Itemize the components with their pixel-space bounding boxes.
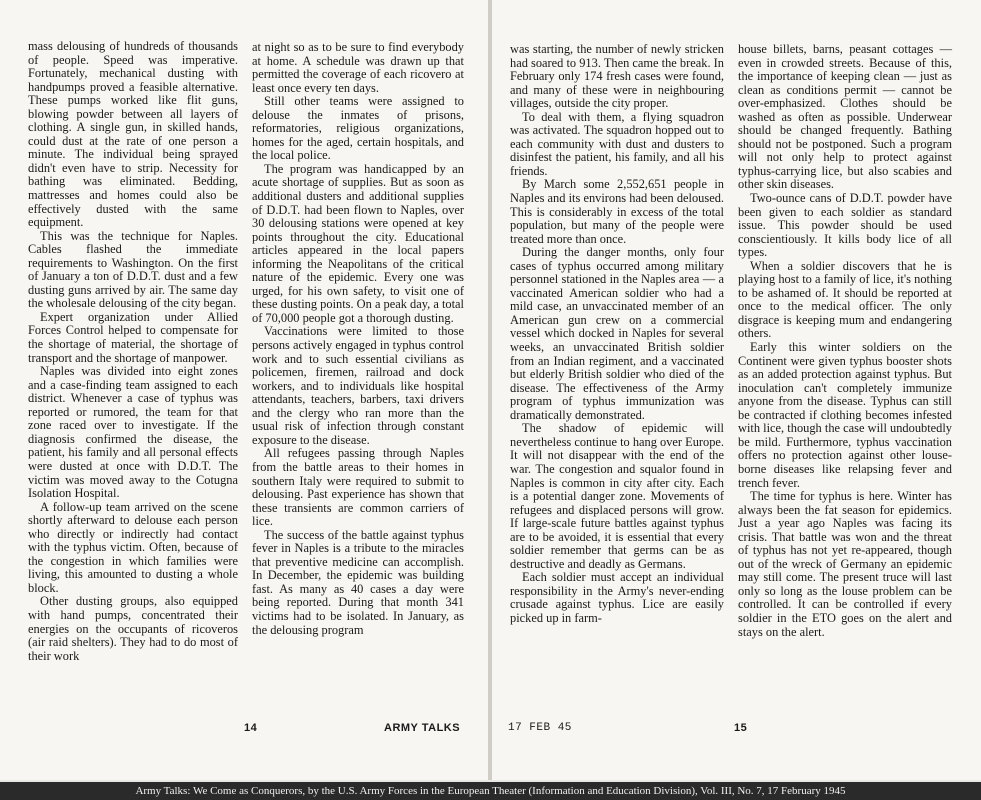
date-stamp: 17 FEB 45: [508, 722, 572, 734]
image-caption: Army Talks: We Come as Conquerors, by the U.S. Army Forces in the European Theater (Information and Education Division), Vol. III, No. 7, 17 February 1945: [0, 782, 981, 800]
left-page: [0, 0, 488, 780]
paragraph: Early this winter soldiers on the Continent were given typhus booster shots as an added protection against typhus. But inoculation can't completely immunize anyone from the disease. Typhus can still be contracted if clothing becomes infested with lice, though the case will undoubtedly be mild. Furthermore, typhus vaccination offers no protection against other louse-borne diseases like relapsing fever and trench fever.: [738, 340, 952, 490]
page-number-right: 15: [734, 722, 748, 734]
paragraph: All refugees passing through Naples from the battle areas to their homes in southern Italy were required to submit to delousing. Past experience has shown that these transients are common carriers of lice.: [252, 446, 464, 529]
paragraph: This was the technique for Naples. Cables flashed the immediate requirements to Washington. On the first of January a ton of D.D.T. dust and a few dusting guns arrived by air. The same day the wholesale delousing of the city began.: [28, 228, 238, 311]
column-4: [738, 43, 952, 639]
paragraph: By March some 2,552,651 people in Naples and its environs had been deloused. This is considerably in excess of the total population, but many of the people were treated more than once.: [510, 177, 724, 246]
paragraph: The shadow of epidemic will nevertheless continue to hang over Europe. It will not disappear with the end of the war. The congestion and squalor found in Naples is common in city after city. Each is a potential danger zone. Movements of refugees and displaced persons will grow. If large-scale future battles against typhus are to be avoided, it is essential that every soldier remember that germs can be as destructive and deadly as Germans.: [510, 421, 725, 571]
paragraph: at night so as to be sure to find everybody at home. A schedule was drawn up that permitted the coverage of each ricovero at least once every ten days.: [252, 40, 464, 95]
paragraph: To deal with them, a flying squadron was activated. The squadron hopped out to each community with dust and dusters to disinfest the patient, his family, and all his friends.: [510, 109, 724, 178]
paragraph: During the danger months, only four cases of typhus occurred among military personnel stationed in the Naples area — a vaccinated American soldier who had a mild case, an unvaccinated member of an American gun crew on a commercial vessel which docked in Naples for several weeks, an unvaccinated British soldier from an Indian regiment, and a vaccinated but elderly British soldier who died of the disease. The effectiveness of the Army program of typhus immunization was dramatically demonstrated.: [510, 245, 724, 422]
paragraph: The program was handicapped by an acute shortage of supplies. But as soon as additional dusters and additional supplies of D.D.T. had been flown to Naples, over 30 delousing stations were opened at key points throughout the city. Educational articles appeared in the local papers informing the Neapolitans of the critical nature of the epidemic. Every one was urged, for his own safety, to visit one of these dusting points. On a peak day, a total of 70,000 people got a thorough dusting.: [252, 161, 464, 325]
page-number-left: 14: [244, 722, 258, 734]
running-title: ARMY TALKS: [384, 722, 461, 734]
column-3: [510, 43, 724, 626]
paragraph: Expert organization under Allied Forces Control helped to compensate for the shortage of material, the shortage of transport and the shortage of manpower.: [28, 309, 238, 365]
paragraph: Two-ounce cans of D.D.T. powder have been given to each soldier as standard issue. This powder should be used conscientiously. It kills body lice of all types.: [738, 191, 952, 260]
paragraph: The success of the battle against typhus fever in Naples is a tribute to the miracles that preventive medicine can accomplish. In December, the epidemic was building fast. As many as 40 cases a day were being reported. During that month 341 victims had to be isolated. In January, as the delousing program: [252, 527, 464, 637]
column-1: [28, 40, 238, 663]
paragraph: Vaccinations were limited to those persons actively engaged in typhus control work and to such essential civilians as policemen, firemen, railroad and dock workers, and to individuals like hospital attendants, teachers, barbers, taxi drivers and the clergy who ran more than the usual risk of infection through constant exposure to the disease.: [252, 324, 464, 447]
right-page: [492, 0, 981, 780]
paragraph: The time for typhus is here. Winter has always been the fat season for epidemics. Just a year ago Naples was facing its crisis. That battle was won and the threat of typhus has not yet re-appeared, though out of the wreck of Germany an epidemic may still come. The present truce will last only so long as the louse problem can be controlled. It can be controlled if every soldier in the ETO goes on the alert and stays on the alert.: [738, 489, 952, 639]
paragraph: Naples was divided into eight zones and a case-finding team assigned to each district. Whenever a case of typhus was reported or rumored, the team for that zone raced over to investigate. If the diagnosis confirmed the disease, the patient, his family and all personal effects were dusted at once with D.D.T. The victim was moved away to the Cotugna Isolation Hospital.: [28, 364, 238, 501]
column-2: [252, 41, 464, 637]
paragraph: was starting, the number of newly stricken had soared to 913. Then came the break. In February only 174 fresh cases were found, and many of these were in neighbouring villages, outside the city proper.: [510, 42, 724, 111]
paragraph: house billets, barns, peasant cottages — even in crowded streets. Because of this, the importance of keeping clean — just as clean as conditions permit — cannot be over-emphasized. Clothes should be washed as often as possible. Underwear should be changed frequently. Bathing should not be postponed. Such a program will not only help to protect against typhus-carrying lice, but also scabies and other skin diseases.: [738, 42, 952, 192]
paragraph: A follow-up team arrived on the scene shortly afterward to delouse each person who directly or indirectly had contact with the typhus victim. Often, because of the congestion in which families were living, this amounted to dusting a whole block.: [28, 499, 238, 595]
paragraph: mass delousing of hundreds of thousands of people. Speed was imperative. Fortunately, mechanical dusting with handpumps proved a feasible alternative. These pumps worked like flit guns, blowing powder between all layers of clothing. A single gun, in skilled hands, could dust at the rate of one person a minute. The individual being sprayed didn't even have to strip. Necessity for bathing was eliminated. Bedding, mattresses and homes could also be effectively dusted with the same equipment.: [28, 39, 238, 230]
paragraph: When a soldier discovers that he is playing host to a family of lice, it's nothing to be ashamed of. It should be reported at once to the medical officer. The only disgrace is keeping mum and endangering others.: [738, 258, 952, 341]
paragraph: Each soldier must accept an individual responsibility in the Army's never-ending crusade against typhus. Lice are easily picked up in farm-: [510, 570, 724, 625]
paragraph: Still other teams were assigned to delouse the inmates of prisons, reformatories, religious organizations, homes for the aged, certain hospitals, and the local police.: [252, 94, 464, 163]
paragraph: Other dusting groups, also equipped with hand pumps, concentrated their energies on the occupants of ricoveros (air raid shelters). They had to do most of their work: [28, 594, 238, 663]
